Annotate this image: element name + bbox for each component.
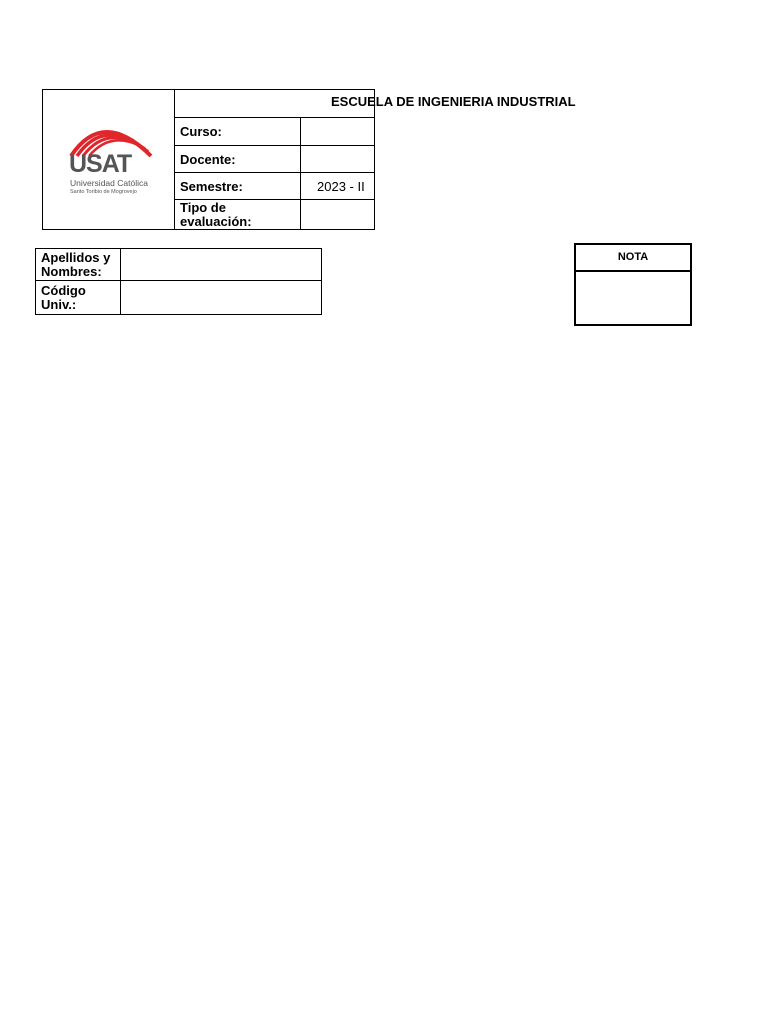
codigo-label: Código Univ.: <box>41 283 86 312</box>
docente-label: Docente: <box>180 152 236 167</box>
semestre-label-cell <box>174 172 301 200</box>
docente-value-cell <box>300 145 375 173</box>
school-title: ESCUELA DE INGENIERIA INDUSTRIAL <box>331 94 576 109</box>
semestre-label: Semestre: <box>180 179 243 194</box>
apellidos-label: Apellidos y Nombres: <box>41 250 111 279</box>
apellidos-value-cell[interactable] <box>120 248 322 281</box>
tipo-value-cell <box>300 199 375 230</box>
docente-label-cell <box>174 145 301 173</box>
codigo-label-cell <box>35 280 121 315</box>
semestre-value-cell <box>300 172 375 200</box>
logo-cell <box>42 89 175 230</box>
nota-label: NOTA <box>617 251 649 263</box>
apellidos-label-cell <box>35 248 121 281</box>
curso-label: Curso: <box>180 124 222 139</box>
curso-value-cell <box>300 117 375 146</box>
logo-tagline: Santo Toribio de Mogrovejo <box>70 189 137 195</box>
tipo-label: Tipo de evaluación: <box>180 200 252 229</box>
nota-value-cell[interactable] <box>574 270 692 326</box>
codigo-value-cell[interactable] <box>120 280 322 315</box>
semestre-value: 2023 - II <box>317 179 365 194</box>
curso-label-cell <box>174 117 301 146</box>
logo-subtitle: Universidad Católica <box>70 178 148 188</box>
logo-text: USAT <box>69 150 132 178</box>
nota-header-cell <box>574 243 692 272</box>
tipo-label-cell <box>174 199 301 230</box>
